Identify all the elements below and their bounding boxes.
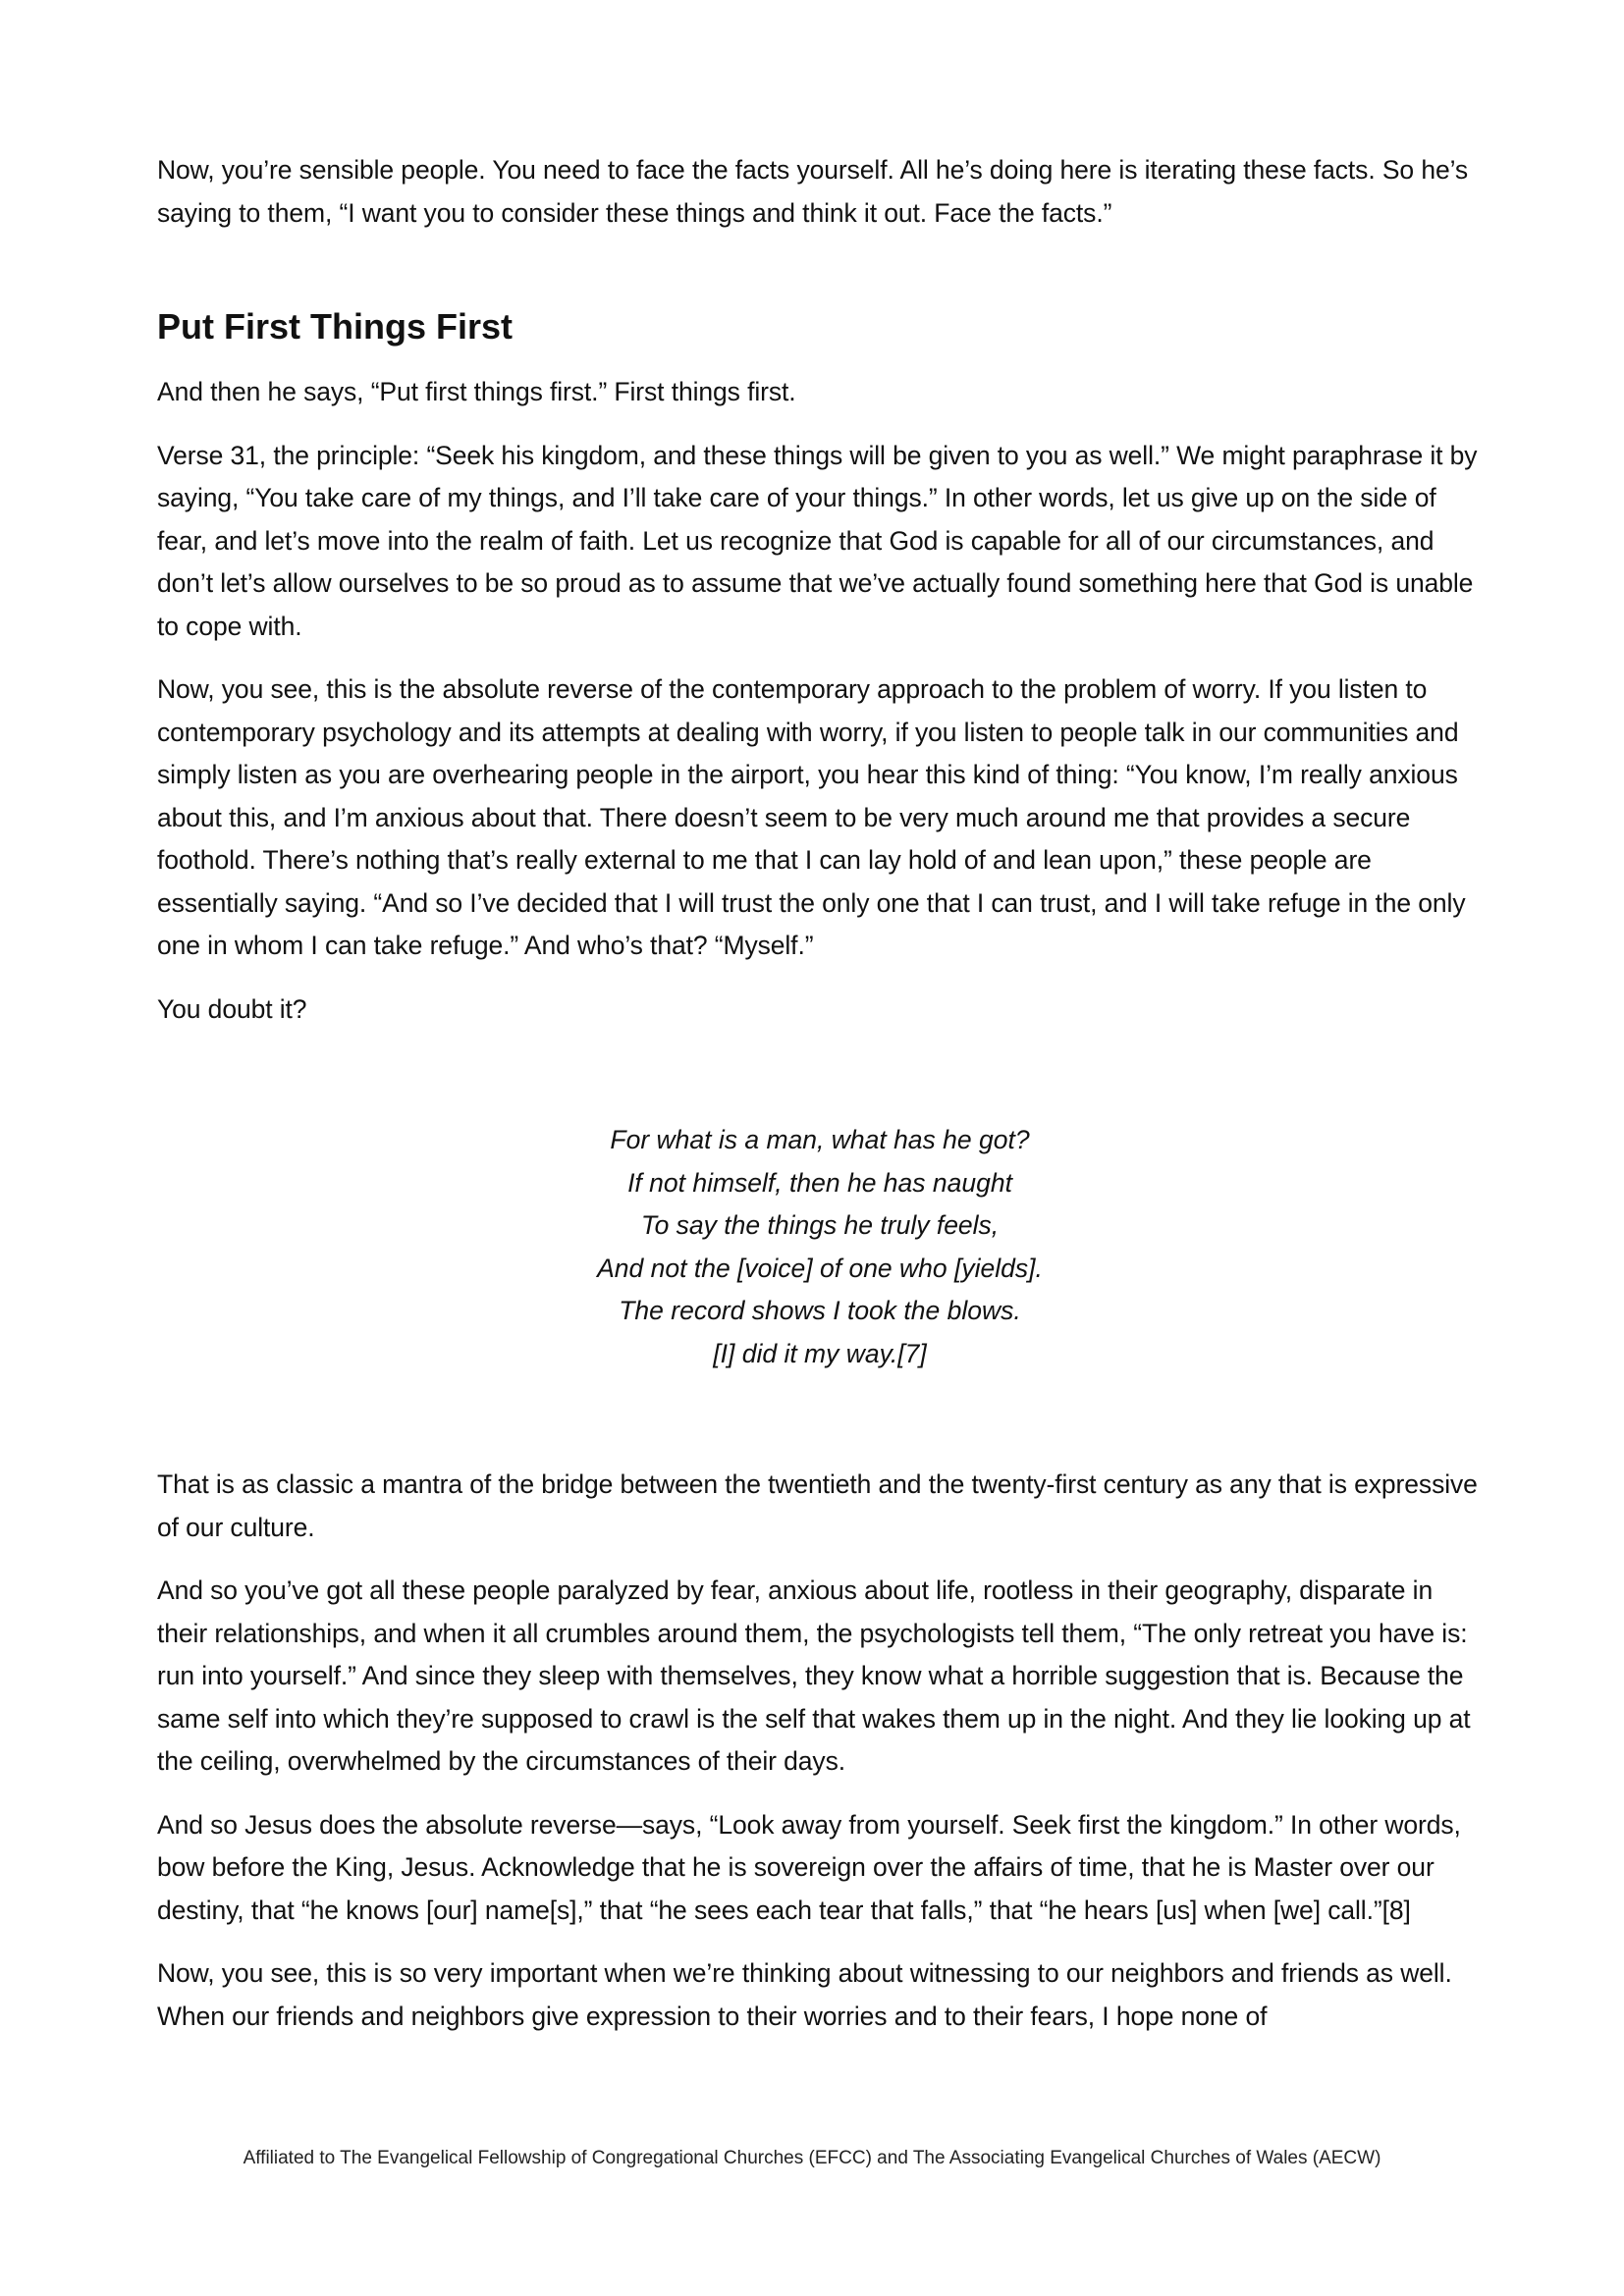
section-heading: Put First Things First [157, 306, 514, 347]
paragraph: Verse 31, the principle: “Seek his kingdom, and these things will be given to you as well.” We might paraphrase it by saying, “You take care of my things, and I’ll take care of your things.” In other words, let us give up on the side of fear, and let’s move into the realm of faith. Let us recognize that God is capable for all of our circumstances, and don’t let’s allow ourselves to be so proud as to assume that we’ve actually found something here that God is unable to cope with. [157, 440, 1478, 641]
document-page [157, 149, 1483, 2058]
intro-paragraph: Now, you’re sensible people. You need to face the facts yourself. All he’s doing here is iterating these facts. So he’s saying to them, “I want you to consider these things and think it out. Face the facts.” [157, 155, 1469, 228]
paragraph: And so you’ve got all these people paralyzed by fear, anxious about life, rootless in their geography, disparate in their relationships, and when it all crumbles around them, the psychologists tell them, “The only retreat you have is: run into yourself.” And since they sleep with themselves, they know what a horrible suggestion that is. Because the same self into which they’re supposed to crawl is the self that wakes them up in the night. And they lie looking up at the ceiling, overwhelmed by the circumstances of their days. [157, 1575, 1471, 1776]
paragraph: And then he says, “Put first things first.” First things first. [157, 377, 796, 406]
paragraph: Now, you see, this is so very important when we’re thinking about witnessing to our neighbors and friends as well. When our friends and neighbors give expression to their worries and to their fears, I hope none of [157, 1958, 1452, 2031]
page-footer: Affiliated to The Evangelical Fellowship of Congregational Churches (EFCC) and The Associating Evangelical Churches of Wales (AECW) [243, 2148, 1381, 2168]
poem-line: [I] did it my way.[7] [713, 1338, 927, 1368]
poem-line: If not himself, then he has naught [627, 1167, 1012, 1198]
paragraph: That is as classic a mantra of the bridge between the twentieth and the twenty-first century as any that is expressive of our culture. [157, 1469, 1478, 1542]
paragraph: You doubt it? [157, 993, 307, 1024]
poem-line: And not the [voice] of one who [yields]. [597, 1253, 1043, 1283]
paragraph: And so Jesus does the absolute reverse—says, “Look away from yourself. Seek first the kingdom.” In other words, bow before the King, Jesus. Acknowledge that he is sovereign over the affairs of time, that he is Master over our destiny, that “he knows [our] name[s],” that “he sees each tear that falls,” that “he hears [us] when [we] call.”[8] [157, 1809, 1461, 1925]
poem-line: To say the things he truly feels, [640, 1210, 1000, 1240]
poem-quote [157, 1119, 1483, 1375]
poem-line: The record shows I took the blows. [619, 1296, 1021, 1325]
poem-line: For what is a man, what has he got? [610, 1125, 1030, 1154]
paragraph: Now, you see, this is the absolute reverse of the contemporary approach to the problem of worry. If you listen to contemporary psychology and its attempts at dealing with worry, if you listen to people talk in our communities and simply listen as you are overhearing people in the airport, you hear this kind of thing: “You know, I’m really anxious about this, and I’m anxious about that. There doesn’t seem to be very much around me that provides a secure foothold. There’s nothing that’s really external to me that I can lay hold of and lean upon,” these people are essentially saying. “And so I’ve decided that I will trust the only one that I can trust, and I will take refuge in the only one in whom I can take refuge.” And who’s that? “Myself.” [157, 674, 1466, 960]
